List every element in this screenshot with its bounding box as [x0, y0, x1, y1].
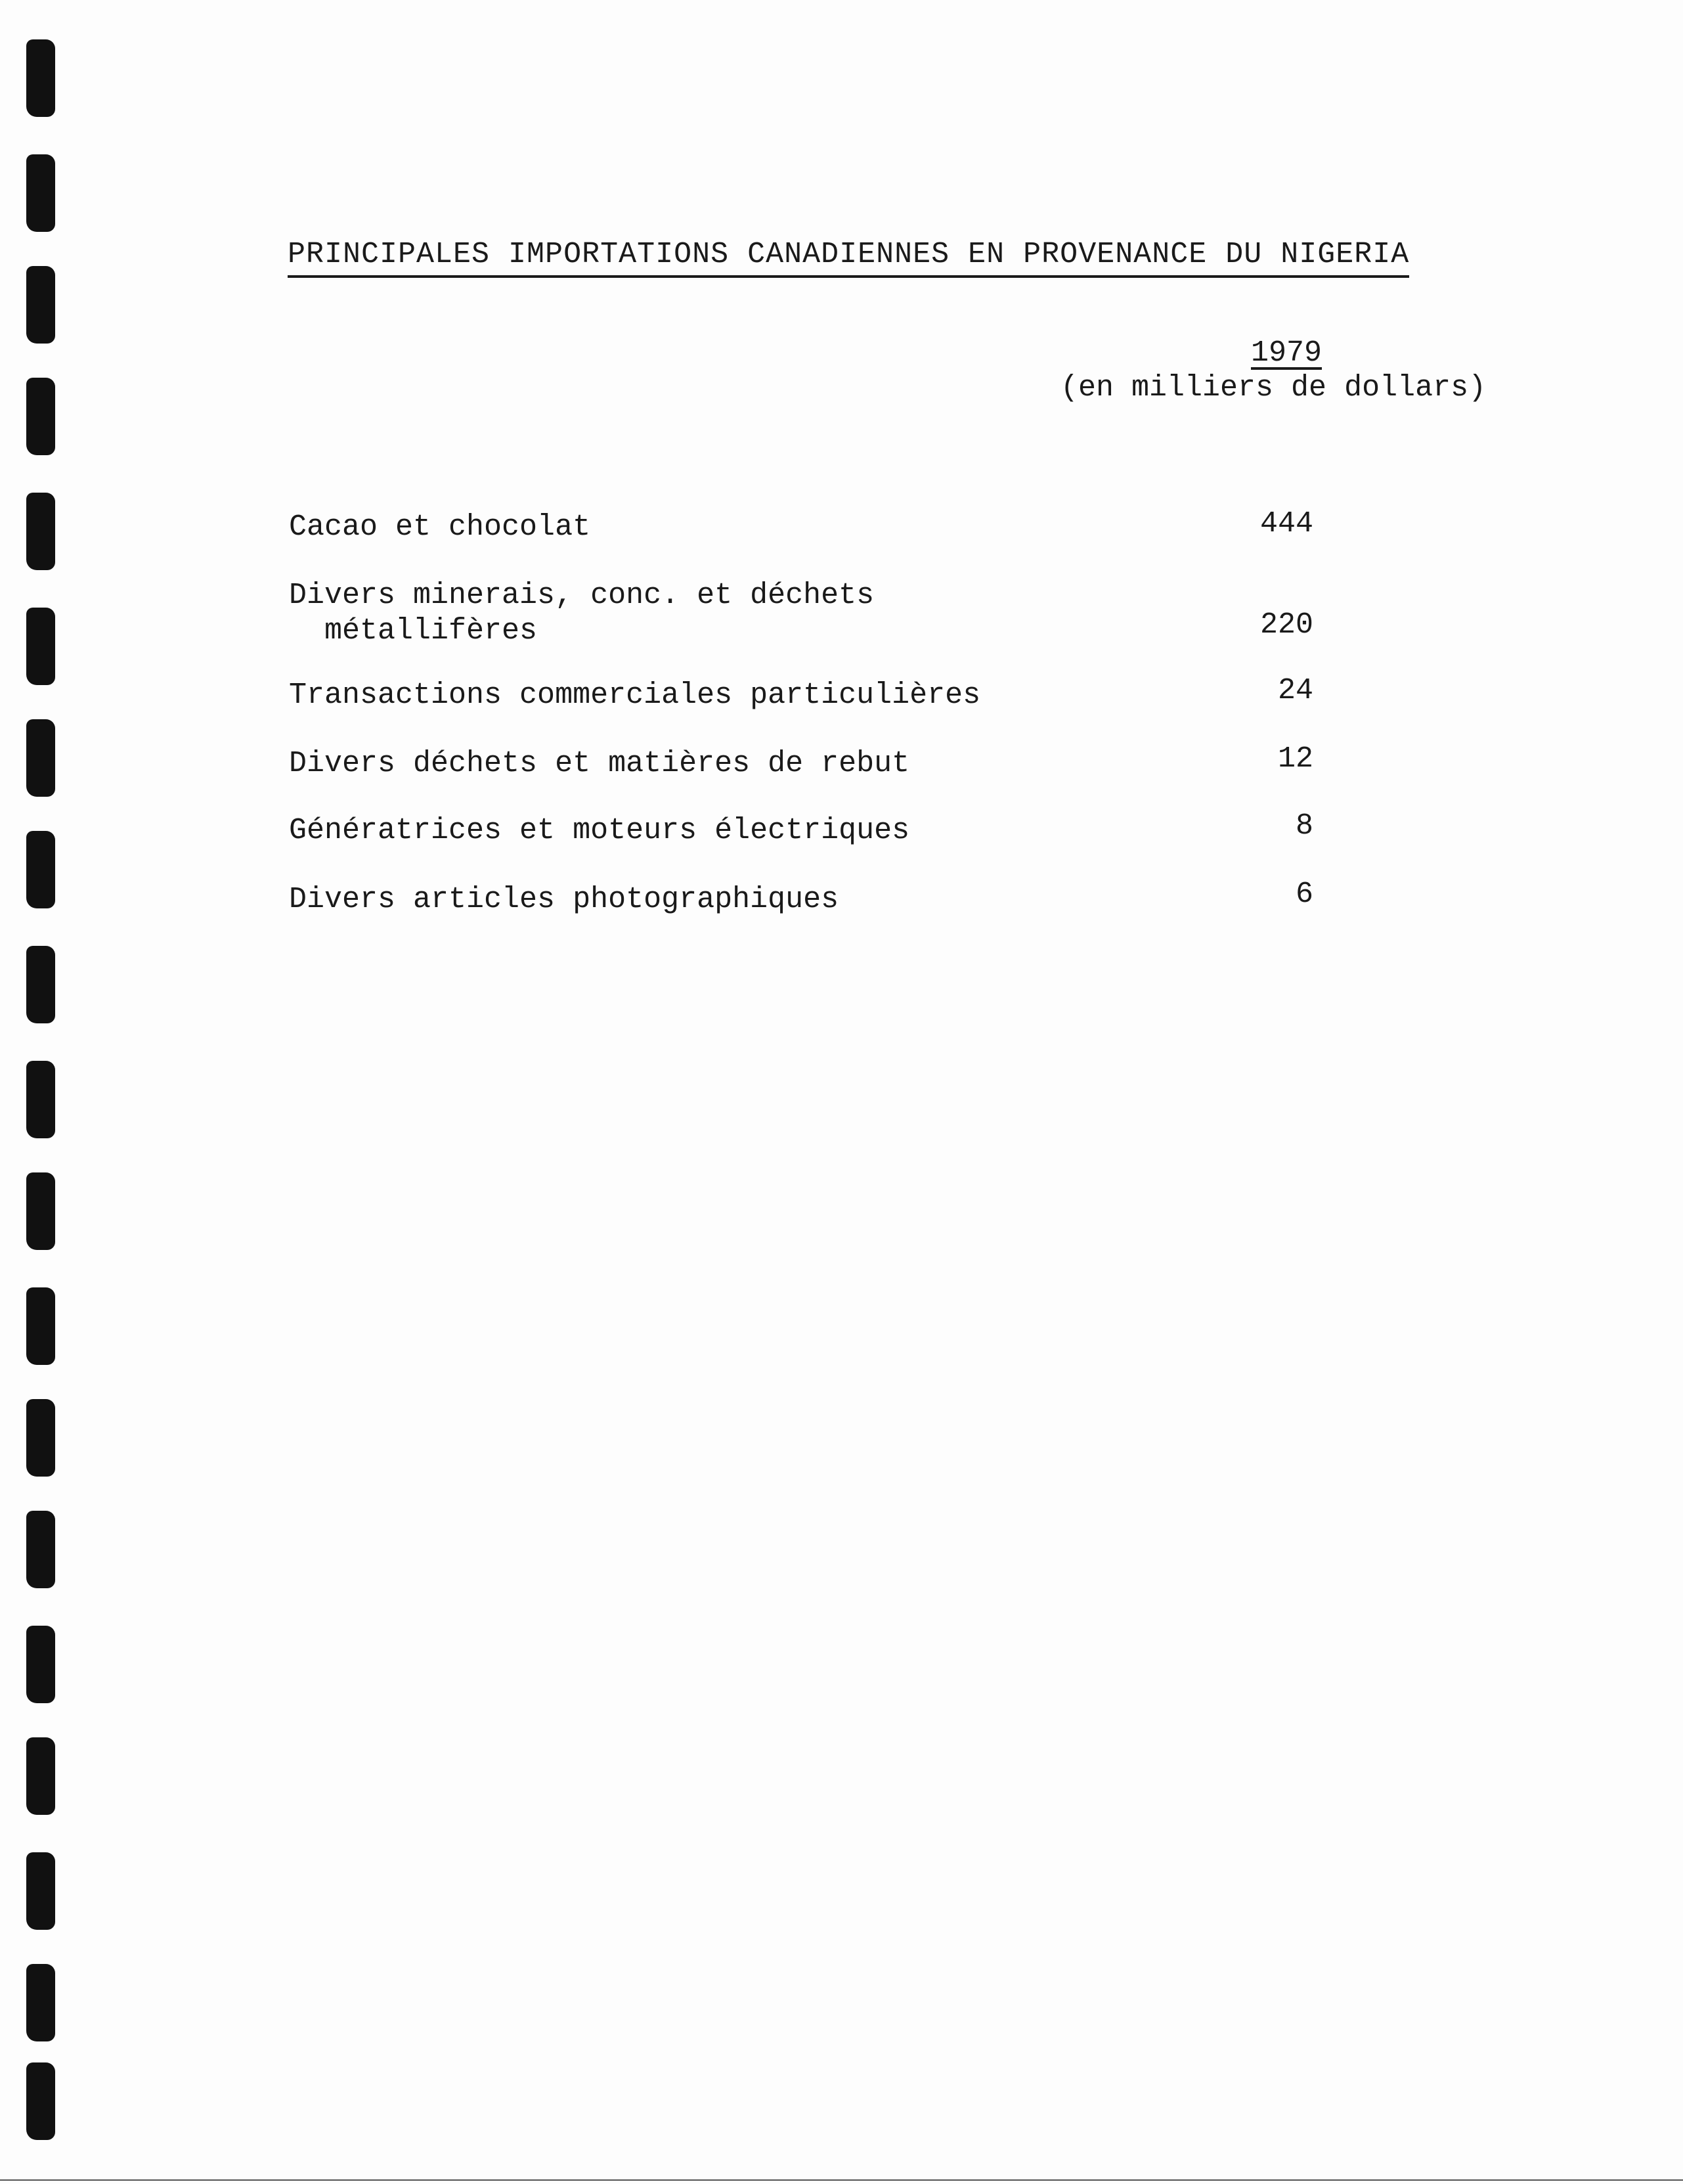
punch-hole [26, 39, 55, 117]
row-label: Divers déchets et matières de rebut [289, 747, 910, 780]
punch-hole [26, 1172, 55, 1250]
punch-hole [26, 1852, 55, 1930]
punch-hole [26, 378, 55, 455]
row-label: Divers minerais, conc. et déchets métallifères [289, 579, 875, 648]
row-label: Cacao et chocolat [289, 510, 591, 544]
punch-hole [26, 608, 55, 685]
punch-hole [26, 1511, 55, 1588]
punch-hole [26, 493, 55, 570]
row-value: 24 [1277, 674, 1313, 707]
row-value: 12 [1277, 742, 1313, 776]
punch-hole [26, 1737, 55, 1815]
page-title: PRINCIPALES IMPORTATIONS CANADIENNES EN PROVENANCE DU NIGERIA [288, 238, 1409, 278]
row-value: 8 [1295, 809, 1313, 843]
binding-holes [26, 39, 66, 2141]
punch-hole [26, 1626, 55, 1703]
punch-hole [26, 1399, 55, 1477]
punch-hole [26, 946, 55, 1023]
punch-hole [26, 831, 55, 908]
row-label: Divers articles photographiques [289, 883, 839, 916]
row-value: 444 [1259, 507, 1313, 541]
row-value: 6 [1295, 878, 1313, 911]
row-value: 220 [1259, 608, 1313, 642]
punch-hole [26, 719, 55, 797]
punch-hole [26, 1964, 55, 2041]
column-unit: (en milliers de dollars) [1060, 371, 1487, 405]
page-edge [0, 2179, 1683, 2181]
punch-hole [26, 266, 55, 344]
row-label: Génératrices et moteurs électriques [289, 814, 910, 847]
column-year: 1979 [1251, 336, 1322, 370]
punch-hole [26, 1287, 55, 1365]
row-label: Transactions commerciales particulières [289, 679, 981, 712]
punch-hole [26, 154, 55, 232]
punch-hole [26, 2062, 55, 2140]
punch-hole [26, 1061, 55, 1138]
